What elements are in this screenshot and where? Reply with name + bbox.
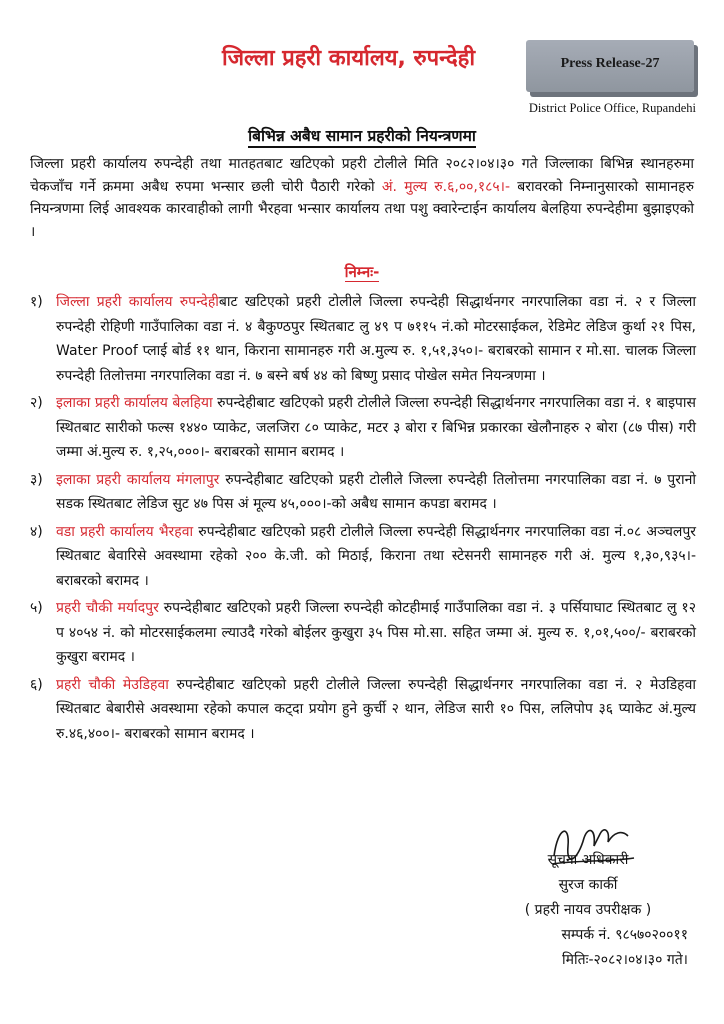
item-number: ५) (30, 600, 43, 616)
subject-text: बिभिन्न अबैध सामान प्रहरीको नियन्त्रणमा (248, 127, 476, 148)
item-text: रुपन्देहीबाट खटिएको प्रहरी टोलीले जिल्ला रुपन्देही सिद्धार्थनगर नगरपालिका वडा नं.०८ अञ्चलपुर स्थितबाट बेवारिसे अवस्थामा रहेको २०० के.जी. को मिठाई, किराना तथा स्टेसनरी सामानहरु गरी अं. मुल्य १,३०,९३५।- बराबरको बरामद । (56, 523, 696, 589)
press-release-label: Press Release-27 (560, 56, 660, 71)
item-number: ३) (30, 471, 43, 488)
item-number: १) (30, 294, 43, 310)
list-item (30, 391, 696, 465)
list-item (30, 673, 696, 747)
item-text: बाट खटिएको प्रहरी टोलीले जिल्ला रुपन्देही सिद्धार्थनगर नगरपालिका वडा नं. २ र जिल्ला रुपन्देही रोहिणी गाउँपालिका वडा नं. ४ बैकुण्ठपुर स्थितबाट लु ४९ प ७११५ नं.को मोटरसाईकल, रेडिमेट लेडिज कुर्था २१ पिस, Water Proof प्लाई बोर्ड ११ थान, किराना सामानहरु गरी अ.मुल्य रु. १,५१,३५०।- बराबरको सामान र मो.सा. चालक जिल्ला रुपन्देही तिलोत्तमा नगरपालिका वडा नं. ७ बस्ने बर्ष ४४ को बिष्णु प्रसाद पोखेल समेत नियन्त्रणमा । (56, 294, 696, 384)
signoff-block (488, 848, 688, 973)
signoff-role: सूचना अधिकारी (547, 852, 629, 868)
list-item (30, 290, 696, 388)
office-name-english: District Police Office, Rupandehi (528, 101, 696, 115)
item-number: ६) (30, 676, 43, 693)
intro-paragraph (30, 153, 694, 243)
signoff-contact: सम्पर्क नं. ९८५७०२००११ (561, 927, 688, 943)
intro-text-before: जिल्ला प्रहरी कार्यालय रुपन्देही तथा मातहतबाट खटिएको प्रहरी टोलीले मिति २०८२।०४।३० गते जिल्लाका बिभिन्न स्थानहरुमा चेकजाँच गर्ने क्रममा अबैध रुपमा भन्सार छली चोरी पैठारी गरेको (30, 156, 694, 195)
intro-text-after: बरावरको निम्नानुसारको सामानहरु नियन्त्रणमा लिई आवश्यक कारवाहीको लागी भैरहवा भन्सार कार्यालय तथा पशु क्वारेन्टाईन कार्यालय बेलहिया रुपन्देहीमा बुझाइएको । (30, 178, 694, 240)
signoff-rank: ( प्रहरी नायव उपरीक्षक ) (524, 902, 652, 918)
list-item (30, 520, 696, 594)
item-unit: प्रहरी चौकी मेउडिहवा (56, 676, 169, 693)
item-number: ४) (30, 523, 43, 540)
item-text: रुपन्देहीबाट खटिएको प्रहरी जिल्ला रुपन्देही कोटहीमाई गाउँपालिका वडा नं. ३ पर्सियाघाट स्थितबाट लु १२ प ४०५४ नं. को मोटरसाईकलमा ल्याउदै गरेको बोईलर कुखुरा ३५ पिस मो.सा. सहित जम्मा अं. मुल्य रु. १,०१,५००/- बराबरको कुखुरा बरामद । (56, 600, 696, 665)
list-item (30, 596, 696, 670)
signoff-name: सुरज कार्की (558, 877, 618, 893)
item-unit: इलाका प्रहरी कार्यालय बेलहिया (56, 395, 213, 411)
item-unit: जिल्ला प्रहरी कार्यालय रुपन्देही (56, 294, 219, 310)
total-amount: अं. मुल्य रु.६,००,१८५।- (381, 178, 511, 195)
press-release-badge (526, 40, 694, 92)
item-text: रुपन्देहीबाट खटिएको प्रहरी टोलीले जिल्ला रुपन्देही सिद्धार्थनगर नगरपालिका वडा नं. १ बाइपास स्थितबाट सारीको फल्स १४४० प्याकेट, जलजिरा ८० प्याकेट, मटर ३ बोरा र बिभिन्न प्रकारका खेलौनाहरु २ बोरा (८७ पीस) गरी जम्मा अं.मुल्य रु. १,२५,०००।- बराबरको सामान बरामद । (56, 395, 696, 460)
item-number: २) (30, 395, 43, 411)
item-unit: वडा प्रहरी कार्यालय भैरहवा (56, 523, 194, 540)
seizure-list (30, 290, 696, 749)
list-item (30, 468, 696, 517)
list-heading-text: निम्नः- (344, 263, 380, 281)
item-text: रुपन्देहीबाट खटिएको प्रहरी टोलीले जिल्ला रुपन्देही सिद्धार्थनगर नगरपालिका वडा नं. २ मेउडिहवा स्थितबाट बेबारीसे अवस्थामा रहेको कपाल कट्‌दा प्रयोग हुने कुर्ची २ थान, लेडिज सारी १० पिस, ललिपोप ३६ प्याकेट अं.मुल्य रु.४६,४००।- बराबरको सामान बरामद । (56, 676, 696, 742)
signoff-date: मितिः-२०८२।०४।३० गते। (562, 952, 688, 968)
item-unit: इलाका प्रहरी कार्यालय मंगलापुर (56, 471, 220, 488)
item-text: रुपन्देहीबाट खटिएको प्रहरी टोलीले जिल्ला रुपन्देही तिलोत्तमा नगरपालिका वडा नं. ७ पुरानो सडक स्थितबाट लेडिज सुट ४७ पिस अं मूल्य ४५,०००।-को अबैध सामान कपडा बरामद । (56, 471, 697, 512)
page-title: जिल्ला प्रहरी कार्यालय, रुपन्देही (222, 46, 476, 71)
list-heading (0, 262, 724, 282)
subject-heading (0, 124, 724, 146)
item-unit: प्रहरी चौकी मर्यादपुर (56, 600, 159, 616)
